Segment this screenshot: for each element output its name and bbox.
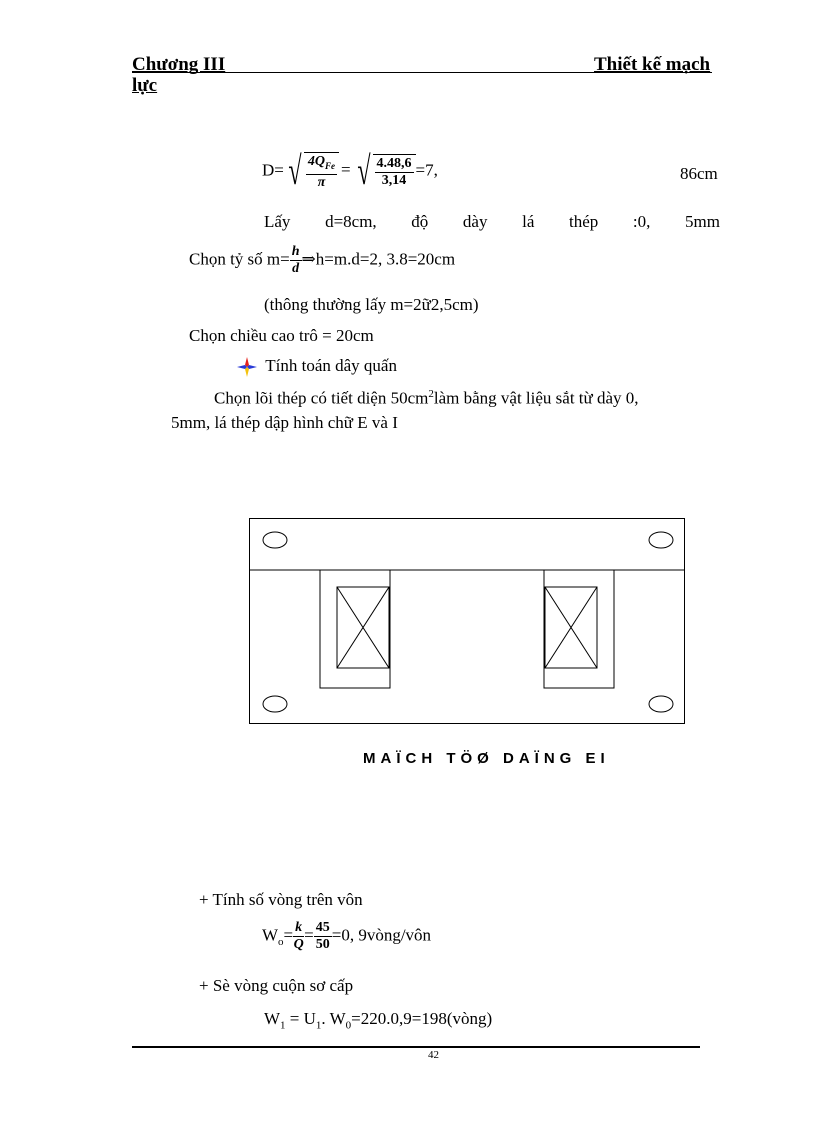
lay-word: lá [522,212,535,231]
formula-d-eq: = [340,160,351,180]
w0-lhs: W [262,925,279,945]
w0-eq2: = [304,925,314,945]
w1-rest: =220.0,9=198(vòng) [351,1009,493,1028]
lay-word: dày [462,212,488,231]
w0-eq: = [283,925,294,945]
sqrt-1: √ $\frac{4Q_{Fe}}{\pi}$ [284,152,339,191]
formula-d-result-right: 86cm [680,164,718,183]
paragraph-1-rest: làm bằng vật liệu sắt từ dày 0, [433,388,639,408]
footer-rule [132,1046,700,1048]
formula-d [262,148,438,194]
bullet-1: + Tính số vòng trên vôn [199,890,363,909]
lay-word: 5mm [685,212,720,231]
ty-so-prefix: Chọn tỷ số m= [189,249,290,269]
w0-result: =0, 9vòng/vôn [331,925,432,945]
bolt-hole [263,696,287,712]
frac1-num: 4Q [307,154,325,169]
frac1-den: π [317,174,326,190]
w1-mid2: . W [321,1009,346,1028]
ty-so-num: h [291,244,300,259]
paragraph-1: Chọn lõi thép có tiết diện 50cm [214,388,429,408]
formula-w1 [264,1009,492,1031]
w1-w0-sub: 0 [345,1019,352,1032]
lay-word: :0, [632,212,651,231]
w1-mid: = U [285,1009,316,1028]
w0-frac2-num: 45 [315,920,330,935]
chon-chieu-cao: Chọn chiều cao trô = 20cm [189,326,374,345]
ty-so-den: d [292,261,300,276]
ty-so-frac [290,244,302,277]
w0-lhs-sub: o [278,935,284,948]
formula-w0 [262,920,431,953]
bolt-hole [649,532,673,548]
arrows-bullet-icon [237,357,257,377]
header-rule [132,72,712,73]
lay-word: Lấy [264,212,291,231]
note-thong-thuong: (thông thường lấy m=2ữ2,5cm) [264,295,479,314]
w0-frac1-den: Q [293,937,304,952]
paragraph-line-1 [214,388,720,409]
chapter-title: Thiết kế mạch [594,54,711,75]
w0-frac1-num: k [295,920,303,935]
w1-w: W [264,1009,281,1028]
paragraph-1-sup: 2 [428,388,434,400]
lay-word: thép [569,212,599,231]
paragraph-2: 5mm, lá thép dập hình chữ E và I [171,413,398,432]
frac2-den: 3,14 [381,172,407,188]
line-chon-ty-so [189,244,455,277]
formula-d-lhs: D= [262,160,284,180]
formula-d-result: =7, [415,160,438,180]
lay-word: d=8cm, [325,212,377,231]
bolt-hole [263,532,287,548]
figure-caption: MAÏCH TÖØ DAÏNG EI [363,750,610,767]
line-lay [264,212,720,232]
w0-frac2-den: 50 [315,937,330,952]
core-outer [250,519,685,724]
ty-so-suffix: ⇒h=m.d=2, 3.8=20cm [301,249,456,269]
w0-frac1 [293,920,304,953]
chapter-label: Chương III [132,54,226,75]
ei-core-diagram [249,518,686,725]
w1-u-sub: 1 [315,1019,322,1032]
w1-w-sub: 1 [280,1019,286,1032]
chapter-title-continuation: lực [132,75,158,96]
section-title: Tính toán dây quấn [265,356,397,375]
page-number: 42 [428,1049,439,1061]
sqrt-2: √ $\frac{4.48,6}{3,14}$ [353,153,416,189]
lay-word: độ [411,212,429,231]
frac2-num: 4.48,6 [376,155,412,171]
section-heading [237,356,397,377]
bullet-2: + Sè vòng cuộn sơ cấp [199,976,354,995]
w0-frac2 [314,920,332,953]
frac1-num-sub: Fe [324,160,335,171]
bolt-hole [649,696,673,712]
